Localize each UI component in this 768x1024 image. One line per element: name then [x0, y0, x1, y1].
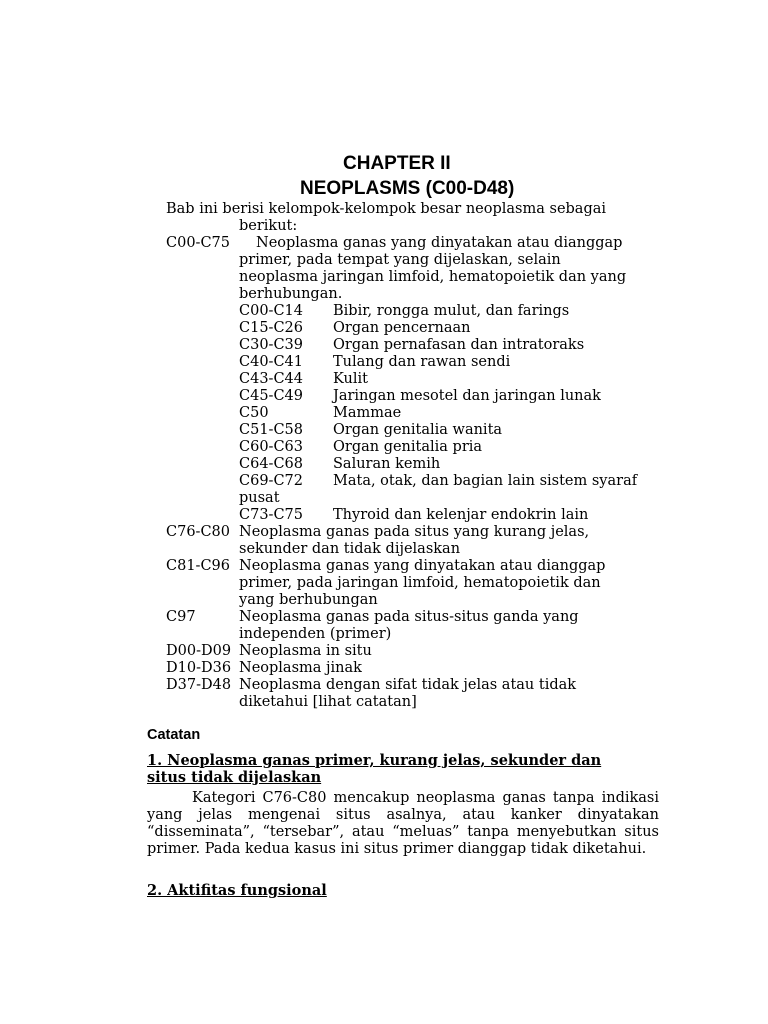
- category-desc: Neoplasma ganas pada situs yang kurang jelas, sekunder dan tidak dijelaskan: [239, 524, 590, 557]
- category-desc: Neoplasma ganas pada situs-situs ganda yang independen (primer): [239, 609, 579, 642]
- subcategory-desc: Jaringan mesotel dan jaringan lunak: [333, 388, 601, 404]
- subcategory-desc: Mata, otak, dan bagian lain sistem syaraf pusat: [239, 473, 638, 506]
- subcategory-code: C00-C14: [239, 303, 303, 319]
- chapter-subtitle: NEOPLASMS (C00-D48): [300, 178, 515, 199]
- category-code: C00-C75: [166, 235, 230, 251]
- category-code: C76-C80: [166, 524, 230, 540]
- notes-heading: Catatan: [147, 727, 201, 743]
- chapter-title: CHAPTER II: [343, 153, 451, 174]
- category-desc: Neoplasma in situ: [239, 643, 372, 659]
- subcategory-desc: Organ pernafasan dan intratoraks: [333, 337, 585, 353]
- subcategory-code: C43-C44: [239, 371, 303, 387]
- subcategory-desc: Saluran kemih: [333, 456, 441, 472]
- section-1-body: Kategori C76-C80 mencakup neoplasma ganas tanpa indikasi yang jelas mengenai situs asalnya, atau kanker dinyatakan “disseminata”, “tersebar”, atau “meluas” tanpa menyebutkan situs primer. Pada kedua kasus ini situs primer dianggap tidak diketahui.: [147, 790, 659, 857]
- section-1-title: 1. Neoplasma ganas primer, kurang jelas, sekunder dan situs tidak dijelaskan: [147, 752, 602, 786]
- intro-line-1: Bab ini berisi kelompok-kelompok besar neoplasma sebagai: [166, 201, 607, 217]
- subcategory-desc: Bibir, rongga mulut, dan farings: [333, 303, 570, 319]
- subcategory-code: C15-C26: [239, 320, 303, 336]
- category-code: D10-D36: [166, 660, 232, 676]
- category-code: C81-C96: [166, 558, 230, 574]
- subcategory-desc: Mammae: [333, 405, 402, 421]
- subcategory-code: C51-C58: [239, 422, 303, 438]
- intro-line-2: berikut:: [239, 218, 298, 234]
- category-code: D37-D48: [166, 677, 232, 693]
- subcategory-desc: Organ genitalia pria: [333, 439, 483, 455]
- subcategory-desc: Thyroid dan kelenjar endokrin lain: [333, 507, 589, 523]
- category-code: C97: [166, 609, 196, 625]
- category-desc: Neoplasma jinak: [239, 660, 362, 676]
- subcategory-code: C50: [239, 405, 269, 421]
- category-code: D00-D09: [166, 643, 232, 659]
- category-desc-line: berhubungan.: [239, 286, 343, 302]
- subcategory-code: C69-C72: [239, 473, 303, 489]
- category-desc-first-line: Neoplasma ganas yang dinyatakan atau dianggap: [256, 235, 623, 251]
- category-desc: Neoplasma dengan sifat tidak jelas atau tidak diketahui [lihat catatan]: [239, 677, 577, 710]
- category-desc: Neoplasma ganas yang dinyatakan atau dianggap primer, pada jaringan limfoid, hematopoietik dan yang berhubungan: [239, 558, 606, 608]
- subcategory-code: C30-C39: [239, 337, 303, 353]
- subcategory-code: C40-C41: [239, 354, 303, 370]
- category-desc-line: primer, pada tempat yang dijelaskan, selain: [239, 252, 561, 268]
- section-2-title: 2. Aktifitas fungsional: [147, 882, 327, 899]
- subcategory-desc: Organ pencernaan: [333, 320, 471, 336]
- subcategory-code: C60-C63: [239, 439, 303, 455]
- category-desc-line: neoplasma jaringan limfoid, hematopoietik dan yang: [239, 269, 627, 285]
- subcategory-desc: Organ genitalia wanita: [333, 422, 503, 438]
- subcategory-code: C64-C68: [239, 456, 303, 472]
- subcategory-desc: Kulit: [333, 371, 368, 387]
- subcategory-desc: Tulang dan rawan sendi: [333, 354, 511, 370]
- subcategory-code: C73-C75: [239, 507, 303, 523]
- subcategory-code: C45-C49: [239, 388, 303, 404]
